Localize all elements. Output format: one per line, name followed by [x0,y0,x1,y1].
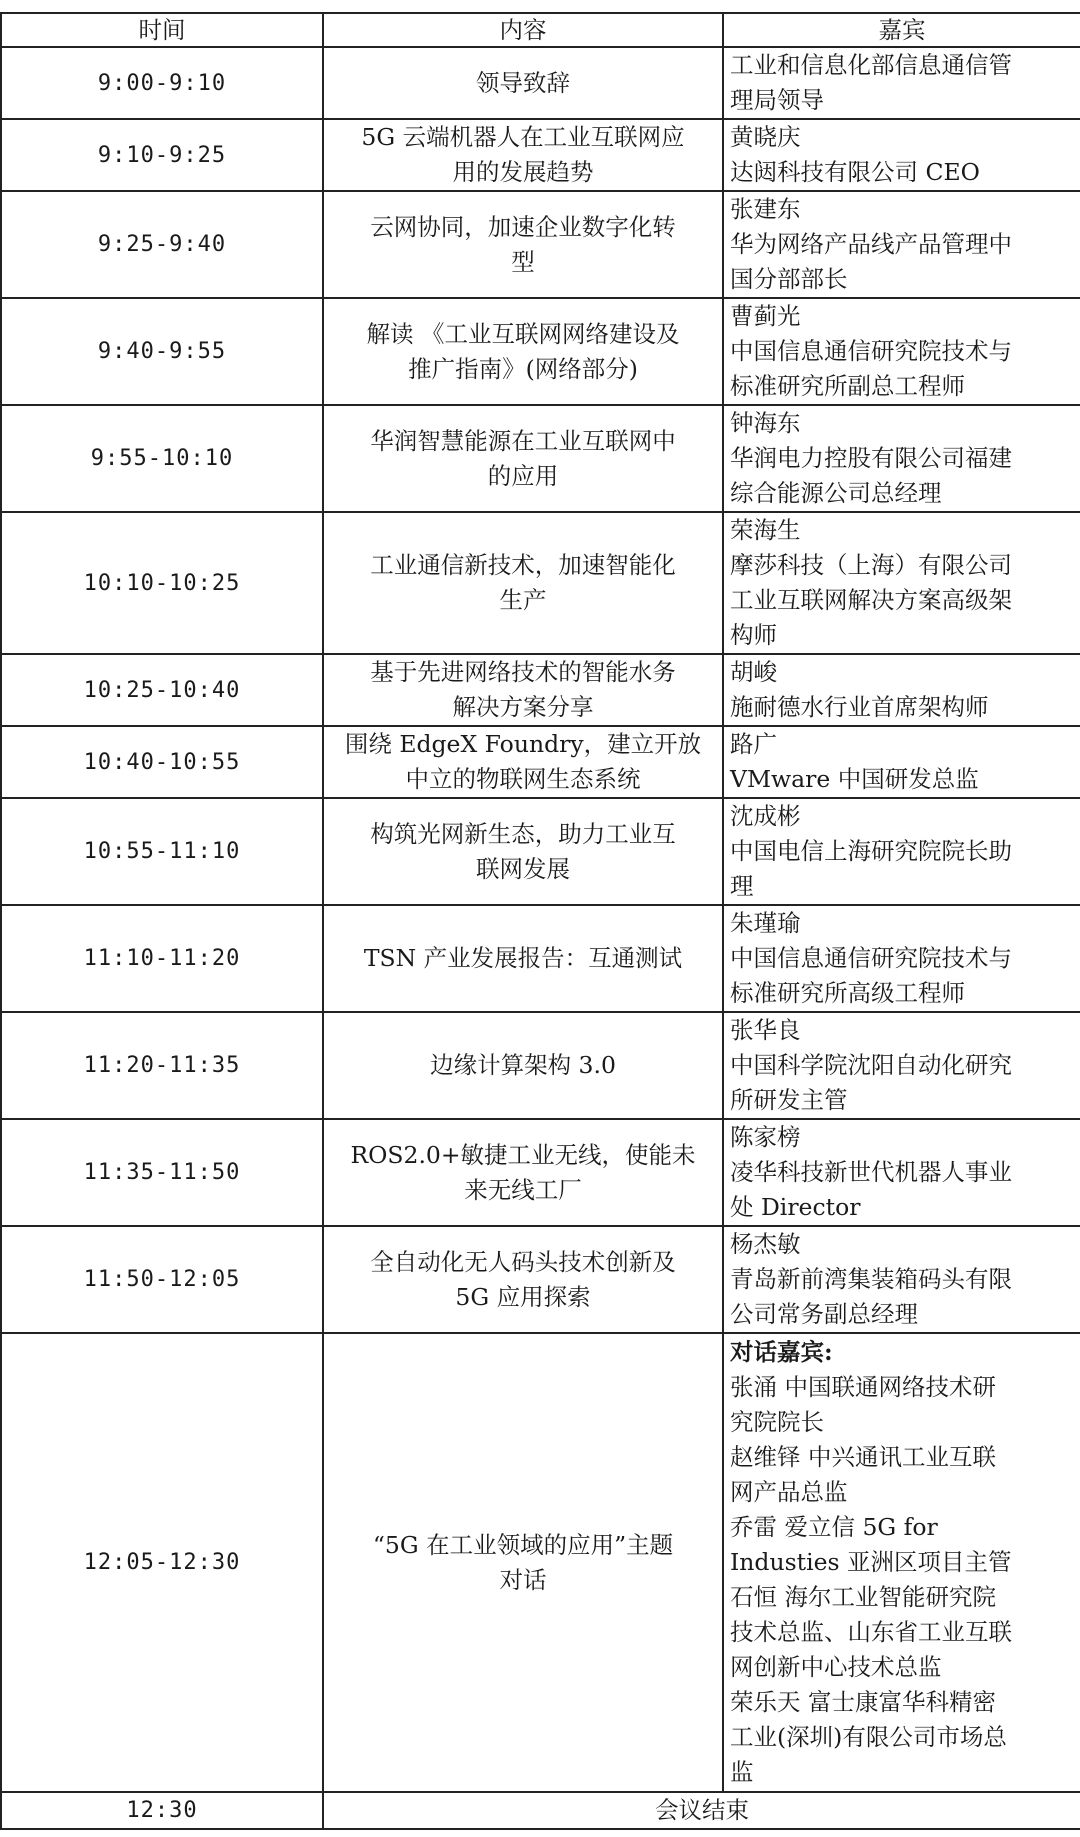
guest-line: 胡峻 [730,658,777,686]
guest-line: 监 [730,1758,754,1786]
time-cell: 9:25-9:40 [1,191,323,298]
guest-cell [723,1226,1080,1333]
content-cell [323,905,723,1012]
content-cell [323,654,723,726]
content-line: 型 [511,247,535,276]
guest-line: Industies 亚洲区项目主管 [730,1548,1012,1576]
content-line: 边缘计算架构 3.0 [430,1051,616,1079]
content-cell [323,1226,723,1333]
content-line: 联网发展 [476,854,570,883]
guest-line: 理局领导 [730,86,824,114]
table-row [1,119,1080,191]
guest-line: 荣海生 [730,516,801,544]
guest-cell [723,654,1080,726]
guest-cell [723,298,1080,405]
content-cell [323,726,723,798]
content-cell [323,298,723,405]
guest-line: 标准研究所副总工程师 [730,372,965,400]
time-cell: 12:05-12:30 [1,1333,323,1792]
guest-line: 赵维铎 中兴通讯工业互联 [730,1443,996,1471]
content-cell [323,405,723,512]
content-line: 工业通信新技术，加速智能化 [370,551,676,579]
content-cell [323,798,723,905]
guest-line: 施耐德水行业首席架构师 [730,693,989,721]
guest-line: 路广 [730,730,777,758]
content-cell [323,47,723,119]
guest-line: 中国科学院沈阳自动化研究 [730,1051,1012,1079]
guest-line: 张建东 [730,195,801,223]
header-content: 内容 [323,13,723,47]
guest-line: 中国信息通信研究院技术与 [730,944,1012,972]
guest-line: 张涌 中国联通网络技术研 [730,1373,996,1401]
guest-cell [723,119,1080,191]
header-row [1,13,1080,47]
table-row [1,726,1080,798]
guest-line: 工业和信息化部信息通信管 [730,51,1012,79]
content-line: 来无线工厂 [464,1175,582,1204]
table-row [1,1226,1080,1333]
guest-line: 沈成彬 [730,802,801,830]
time-cell: 10:55-11:10 [1,798,323,905]
guest-line: 钟海东 [730,409,801,437]
guest-cell [723,1333,1080,1792]
guest-line: 中国电信上海研究院院长助 [730,837,1012,865]
content-line: 对话 [499,1565,547,1594]
guest-cell [723,512,1080,654]
table-row [1,191,1080,298]
guest-line: 理 [730,872,754,900]
content-cell [323,119,723,191]
time-cell: 9:10-9:25 [1,119,323,191]
guest-line: 工业互联网解决方案高级架 [730,586,1012,614]
guest-line: 所研发主管 [730,1086,848,1114]
guest-cell [723,798,1080,905]
header-guest: 嘉宾 [723,13,1080,47]
guest-line: 中国信息通信研究院技术与 [730,337,1012,365]
table-row [1,798,1080,905]
guest-line: 技术总监、山东省工业互联 [730,1618,1012,1646]
guest-cell [723,191,1080,298]
content-line: 用的发展趋势 [452,158,594,186]
guest-line: 凌华科技新世代机器人事业 [730,1158,1012,1186]
guest-line: 国分部部长 [730,265,848,293]
guest-cell [723,1012,1080,1119]
table-row [1,47,1080,119]
end-content-cell: 会议结束 [323,1792,1080,1829]
table-row [1,654,1080,726]
guest-cell [723,726,1080,798]
content-line: 领导致辞 [476,68,570,97]
content-line: 解决方案分享 [452,693,594,721]
end-time-cell: 12:30 [1,1792,323,1829]
guest-line: 标准研究所高级工程师 [730,979,965,1007]
guest-line: 黄晓庆 [730,123,801,151]
table-row [1,1119,1080,1226]
time-cell: 10:10-10:25 [1,512,323,654]
content-line: “5G 在工业领域的应用”主题 [372,1530,674,1559]
agenda-body [1,47,1080,1829]
guest-line: 网产品总监 [730,1478,848,1506]
time-cell: 11:35-11:50 [1,1119,323,1226]
guest-line: 张华良 [730,1016,801,1044]
guest-cell [723,1119,1080,1226]
content-line: 云网协同，加速企业数字化转 [370,212,676,241]
guest-line: 朱瑾瑜 [730,909,801,937]
table-row [1,405,1080,512]
content-line: 解读 《工业互联网网络建设及 [366,319,680,348]
content-line: 构筑光网新生态，助力工业互 [370,819,676,848]
end-row [1,1792,1080,1829]
guest-line: VMware 中国研发总监 [730,765,979,793]
table-row [1,905,1080,1012]
header-time: 时间 [1,13,323,47]
time-cell: 9:40-9:55 [1,298,323,405]
guest-line: 华为网络产品线产品管理中 [730,230,1012,258]
guest-line: 曹蓟光 [730,302,801,330]
content-cell [323,512,723,654]
content-line: 推广指南》(网络部分) [408,354,638,383]
content-cell [323,1012,723,1119]
guest-line: 摩莎科技（上海）有限公司 [730,551,1012,579]
guest-line: 华润电力控股有限公司福建 [730,444,1012,472]
content-line: 5G 云端机器人在工业互联网应 [361,123,685,151]
guest-line: 工业(深圳)有限公司市场总 [730,1723,1007,1751]
table-row [1,512,1080,654]
guest-line: 青岛新前湾集装箱码头有限 [730,1265,1012,1293]
time-cell: 11:50-12:05 [1,1226,323,1333]
time-cell: 10:25-10:40 [1,654,323,726]
time-cell: 9:55-10:10 [1,405,323,512]
guest-cell [723,905,1080,1012]
guest-line: 综合能源公司总经理 [730,479,942,507]
time-cell: 9:00-9:10 [1,47,323,119]
time-cell: 11:20-11:35 [1,1012,323,1119]
guest-line: 陈家榜 [730,1123,801,1151]
guest-cell [723,47,1080,119]
guest-line: 网创新中心技术总监 [730,1653,942,1681]
guest-line: 乔雷 爱立信 5G for [730,1513,938,1541]
content-cell [323,1333,723,1792]
guest-line: 荣乐天 富士康富华科精密 [730,1688,996,1716]
guest-line: 处 Director [730,1193,861,1221]
time-cell: 10:40-10:55 [1,726,323,798]
content-line: ROS2.0+敏捷工业无线，使能未 [350,1140,696,1169]
content-cell [323,1119,723,1226]
table-row [1,1012,1080,1119]
content-line: 5G 应用探索 [455,1282,591,1311]
content-line: 全自动化无人码头技术创新及 [370,1247,676,1276]
content-line: 的应用 [487,461,559,490]
agenda-table [0,12,1080,1830]
table-row [1,298,1080,405]
guest-title: 对话嘉宾: [730,1338,833,1366]
content-line: 生产 [499,586,547,614]
table-row [1,1333,1080,1792]
content-cell [323,191,723,298]
content-line: 华润智慧能源在工业互联网中 [370,426,676,455]
content-line: 围绕 EdgeX Foundry，建立开放 [344,730,702,758]
guest-line: 杨杰敏 [730,1230,801,1258]
content-line: 基于先进网络技术的智能水务 [370,658,676,686]
guest-line: 公司常务副总经理 [730,1300,918,1328]
guest-line: 达闼科技有限公司 CEO [730,158,980,186]
content-line: TSN 产业发展报告：互通测试 [363,944,683,972]
guest-line: 石恒 海尔工业智能研究院 [730,1583,996,1611]
guest-line: 构师 [730,621,777,649]
time-cell: 11:10-11:20 [1,905,323,1012]
content-line: 中立的物联网生态系统 [405,765,641,793]
guest-cell [723,405,1080,512]
guest-line: 究院院长 [730,1408,824,1436]
